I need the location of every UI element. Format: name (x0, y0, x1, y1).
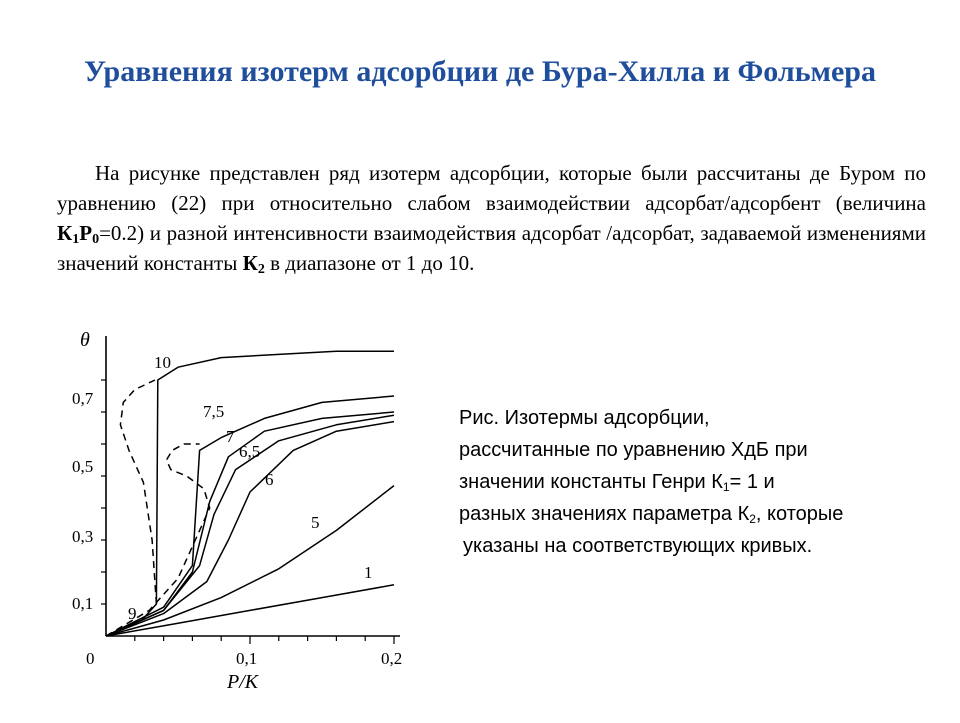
y-tick-label-3: 0,7 (72, 389, 94, 408)
isotherm-curve-10-dashed (120, 380, 156, 604)
curve-label-7-5: 7,5 (203, 402, 225, 421)
chart-axes (101, 336, 400, 644)
caption-line-4: разных значениях параметра $К_2$, которые (459, 503, 844, 526)
k1-symbol: $К_1Р_0$ (57, 221, 100, 247)
caption-line-1: Рис. Изотермы адсорбции, (459, 407, 710, 429)
curve-label-5: 5 (311, 513, 320, 532)
x-tick-label-1: 0,1 (236, 649, 258, 668)
y-tick-label-1: 0,3 (72, 527, 94, 546)
caption-line-2: рассчитанные по уравнению ХдБ при (459, 439, 808, 461)
y-tick-label-2: 0,5 (72, 457, 94, 476)
curve-label-10: 10 (154, 353, 171, 372)
curve-label-9: 9 (128, 604, 137, 623)
curve-label-7: 7 (226, 427, 235, 446)
caption-line-5: указаны на соответствующих кривых. (463, 535, 813, 557)
body-paragraph (57, 158, 926, 278)
isotherm-figure (40, 322, 420, 718)
chart-curves (106, 351, 394, 636)
curve-label-6: 6 (265, 470, 274, 489)
x-tick-label-0: 0 (86, 649, 95, 668)
paragraph-part2: =0.2) и разной интенсивности взаимодействия адсорбат /адсорбат, задаваемой изменениями значений константы (57, 221, 926, 275)
paragraph-part1: На рисунке представлен ряд изотерм адсорбции, которые были рассчитаны де Буром по уравнению (22) при относительно слабом взаимодействии адсорбат/адсорбент (величина (57, 161, 926, 215)
curve-label-6-5: 6,5 (239, 442, 261, 461)
isotherm-curve-5 (106, 486, 394, 636)
x-tick-label-2: 0,2 (381, 649, 403, 668)
k2-symbol: $К_2$ (242, 251, 265, 277)
isotherm-chart (40, 322, 420, 718)
x-axis-label: P/K (227, 671, 259, 693)
paragraph-part3: в диапазоне от 1 до 10. (264, 251, 475, 275)
y-axis-label: θ (80, 329, 90, 351)
figure-caption (459, 402, 939, 562)
y-tick-label-0: 0,1 (72, 594, 94, 613)
curve-label-1: 1 (364, 563, 373, 582)
chart-labels (72, 329, 402, 693)
caption-line-3: значении константы Генри $К_1= 1$ и (459, 471, 775, 494)
slide-title: Уравнения изотерм адсорбции де Бура-Хилла и Фольмера (83, 55, 876, 88)
